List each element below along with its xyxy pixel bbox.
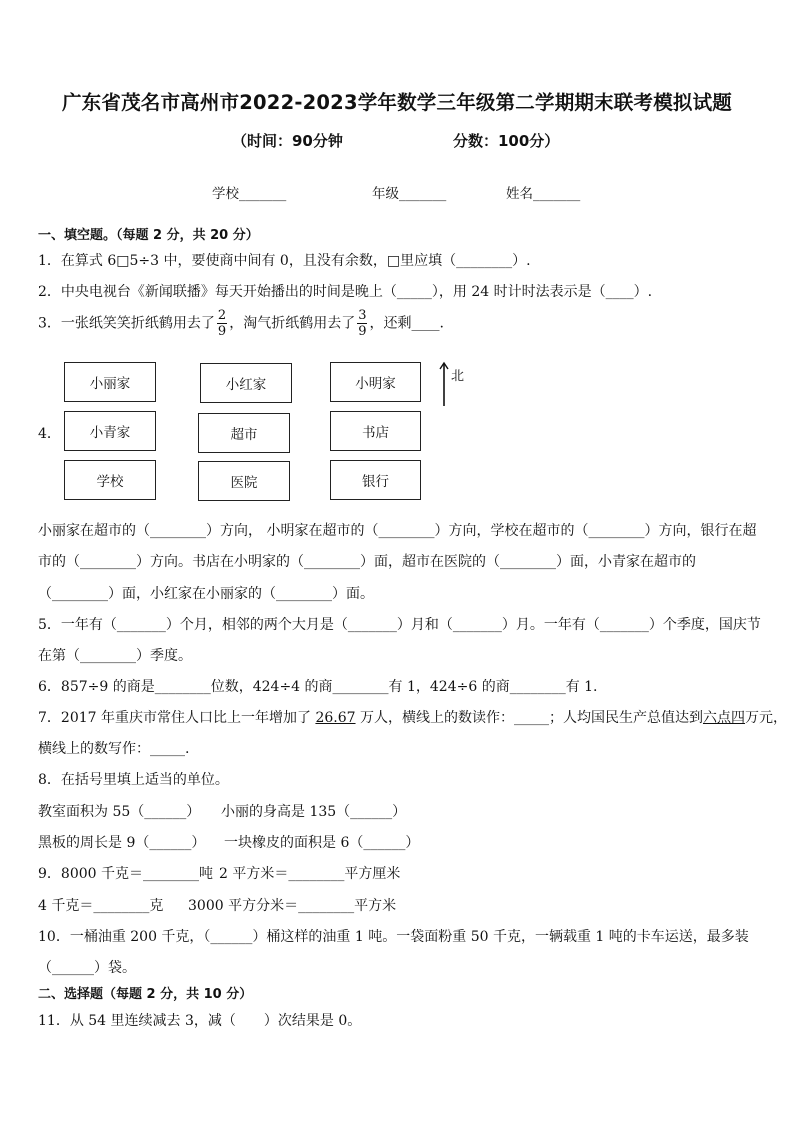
question-5-line-2: 在第（________）季度。: [38, 648, 192, 664]
question-8-heading: 8．在括号里填上适当的单位。: [38, 772, 229, 788]
question-8-d: 一块橡皮的面积是 6（______）: [224, 835, 420, 851]
question-2: 2．中央电视台《新闻联播》每天开始播出的时间是晚上（_____），用 24 时计时法表示是（____）.: [38, 284, 653, 300]
question-4-number: 4．: [38, 426, 61, 442]
map-box-bank: 银行: [330, 460, 421, 500]
question-8-a: 教室面积为 55（______）: [38, 804, 201, 820]
school-field[interactable]: 学校_______: [212, 186, 287, 202]
grade-field[interactable]: 年级_______: [372, 186, 447, 202]
map-box-xiaoqing-home: 小青家: [64, 411, 156, 451]
question-3-text-c: ，还剩____.: [369, 315, 444, 332]
map-box-bookstore: 书店: [330, 411, 421, 451]
fraction-numerator: 3: [358, 308, 367, 323]
question-7-text-b: 万人，横线上的数读作：_____；人均国民生产总值达到: [355, 710, 703, 726]
page-title: 广东省茂名市高州市2022-2023学年数学三年级第二学期期末联考模拟试题: [61, 91, 733, 114]
fraction-numerator: 2: [217, 308, 227, 323]
fraction-two-ninths: [217, 308, 227, 339]
section-heading-multiple-choice: 二、选择题（每题 2 分，共 10 分）: [38, 987, 253, 1002]
section-heading-fill-blank: 一、填空题。（每题 2 分，共 20 分）: [38, 228, 259, 243]
map-box-xiaoming-home: 小明家: [330, 362, 421, 402]
question-3-text-a: 3．一张纸笑笑折纸鹤用去了: [38, 315, 215, 332]
question-7-text-c: 万元，: [744, 710, 787, 726]
question-4-line-2: 市的（________）方向。书店在小明家的（________）面，超市在医院的（________）面，小青家在超市的: [38, 554, 696, 570]
map-box-supermarket: 超市: [198, 413, 290, 453]
name-field[interactable]: 姓名_______: [506, 186, 581, 202]
question-7-line-1: [38, 707, 787, 727]
question-9-c: 4 千克＝________克: [38, 898, 164, 914]
question-4-line-1: 小丽家在超市的（________）方向， 小明家在超市的（________）方向，学校在超市的（________）方向，银行在超: [38, 523, 757, 539]
underlined-words: 六点四: [702, 710, 745, 726]
map-box-school: 学校: [64, 460, 156, 500]
question-4-line-3: （________）面，小红家在小丽家的（________）面。: [38, 586, 374, 602]
question-8-c: 黑板的周长是 9（______）: [38, 835, 206, 851]
question-3-text-b: ，淘气折纸鹤用去了: [229, 315, 356, 332]
map-box-xiaoli-home: 小丽家: [64, 362, 156, 402]
exam-score: 分数：100分）: [453, 132, 560, 150]
map-box-xiaohong-home: 小红家: [200, 363, 292, 403]
question-6: 6．857÷9 的商是________位数，424÷4 的商________有 1，424÷6 的商________有 1.: [38, 679, 598, 695]
question-5-line-1: 5．一年有（_______）个月，相邻的两个大月是（_______）月和（_______）月。一年有（_______）个季度，国庆节: [38, 617, 761, 633]
underlined-number: 26.67: [315, 710, 356, 726]
north-arrow-icon: [438, 360, 450, 408]
question-7-text-a: 7．2017 年重庆市常住人口比上一年增加了: [38, 710, 316, 726]
north-label: 北: [451, 369, 465, 384]
question-9-d: 3000 平方分米＝________平方米: [188, 898, 397, 914]
fraction-denominator: 9: [358, 324, 367, 339]
question-9-a: 9．8000 千克＝________吨: [38, 866, 213, 882]
question-11: 11．从 54 里连续减去 3，减（ ）次结果是 0。: [38, 1013, 362, 1029]
fraction-three-ninths: [357, 308, 367, 339]
exam-time: （时间：90分钟: [232, 132, 343, 150]
map-box-hospital: 医院: [198, 461, 290, 501]
fraction-denominator: 9: [217, 324, 227, 339]
question-8-b: 小丽的身高是 135（______）: [221, 804, 407, 820]
question-10-line-1: 10．一桶油重 200 千克，（______）桶这样的油重 1 吨。一袋面粉重 50 千克，一辆载重 1 吨的卡车运送，最多装: [38, 929, 749, 945]
question-3: [38, 308, 444, 339]
question-10-line-2: （______）袋。: [38, 960, 136, 976]
question-1: 1．在算式 6□5÷3 中，要使商中间有 0，且没有余数，□里应填（________）.: [38, 253, 531, 269]
question-7-line-2: 横线上的数写作：_____.: [38, 741, 190, 757]
question-9-b: 2 平方米＝________平方厘米: [219, 866, 401, 882]
